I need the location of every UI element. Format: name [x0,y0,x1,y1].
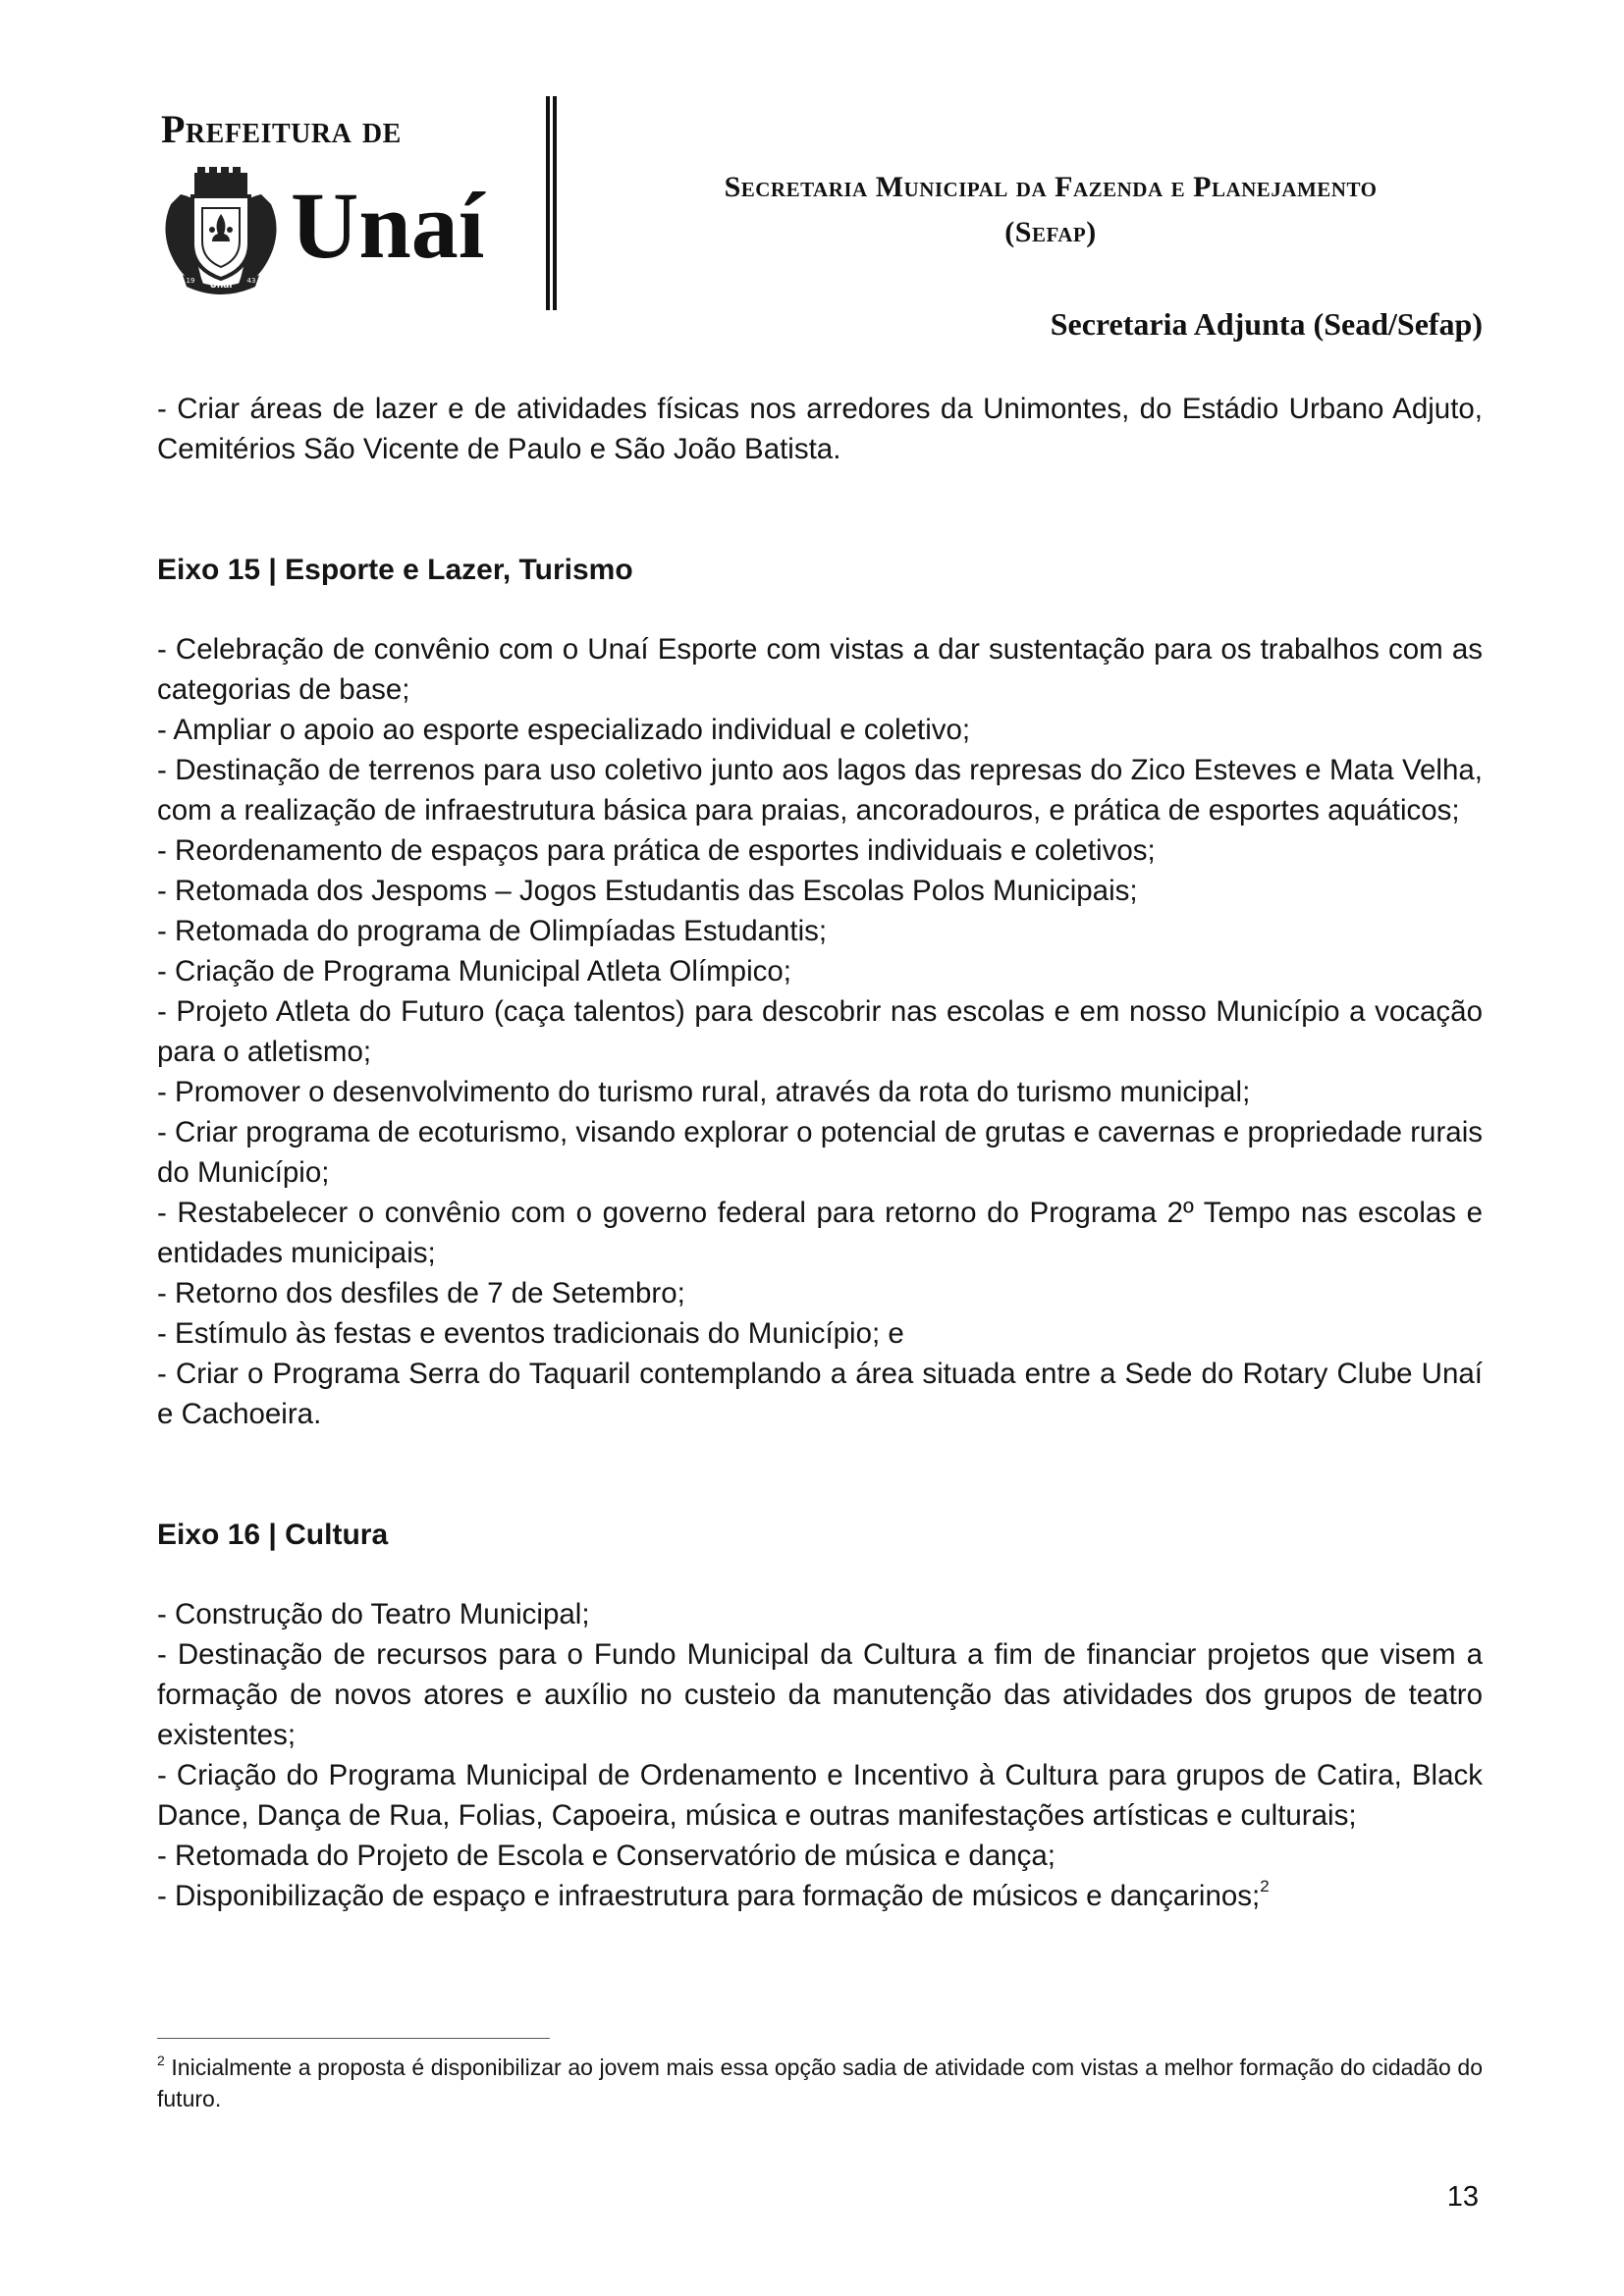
list-item: - Estímulo às festas e eventos tradicionais do Município; e [157,1317,904,1350]
crest-year-right: 43 [246,277,256,285]
list-item: - Criação de Programa Municipal Atleta Olímpico; [157,955,791,988]
list-item: - Retorno dos desfiles de 7 de Setembro; [157,1277,685,1309]
list-item: - Retomada do Projeto de Escola e Conservatório de música e dança; [157,1840,1056,1872]
list-item: - Celebração de convênio com o Unaí Esporte com vistas a dar sustentação para os trabalhos com as categorias de base; [157,633,1483,706]
footnote [157,2052,1483,2114]
intro-item: - Criar áreas de lazer e de atividades físicas nos arredores da Unimontes, do Estádio Urbano Adjuto, Cemitérios São Vicente de Paulo e São João Batista. [157,393,1483,465]
list-item: - Destinação de terrenos para uso coletivo junto aos lagos das represas do Zico Esteves e Mata Velha, com a realização de infraestrutura básica para praias, ancoradouros, e prática de esportes aquáticos; [157,754,1483,827]
footnote-separator [157,2038,550,2039]
document-body [157,389,1483,1916]
secretaria-line2: (Sefap) [1004,216,1097,248]
list-item-with-footnote [157,1876,1483,1916]
header-divider [546,96,557,310]
section15-title: Eixo 15 | Esporte e Lazer, Turismo [157,554,633,586]
crest-ribbon-text: Unaí [209,281,233,291]
list-item: - Criar o Programa Serra do Taquaril contemplando a área situada entre a Sede do Rotary Clube Unaí e Cachoeira. [157,1358,1483,1430]
page-number: 13 [1446,2181,1479,2213]
crest-year-left: 19 [186,277,195,285]
footnote-number: 2 [157,2053,165,2068]
list-item: - Criar programa de ecoturismo, visando explorar o potencial de grutas e cavernas e propriedade rurais do Município; [157,1116,1483,1189]
logo-line1: Prefeitura de [161,107,402,151]
list-item: - Promover o desenvolvimento do turismo rural, através da rota do turismo municipal; [157,1076,1251,1108]
list-item: - Retomada do programa de Olimpíadas Estudantis; [157,915,828,947]
section16-title: Eixo 16 | Cultura [157,1519,389,1551]
logo-city-name: Unaí [291,173,485,278]
sub-secretaria: Secretaria Adjunta (Sead/Sefap) [1050,306,1483,342]
list-item-text: - Disponibilização de espaço e infraestrutura para formação de músicos e dançarinos; [157,1880,1261,1912]
list-item: - Projeto Atleta do Futuro (caça talentos) para descobrir nas escolas e em nosso Município a vocação para o atletismo; [157,995,1483,1068]
list-item: - Reordenamento de espaços para prática de esportes individuais e coletivos; [157,834,1156,867]
list-item: - Retomada dos Jespoms – Jogos Estudantis das Escolas Polos Municipais; [157,875,1138,907]
logo-title [161,106,402,152]
list-item: - Criação do Programa Municipal de Ordenamento e Incentivo à Cultura para grupos de Catira, Black Dance, Dança de Rua, Folias, Capoeira, música e outras manifestações artísticas e culturais; [157,1759,1483,1832]
list-item: - Restabelecer o convênio com o governo federal para retorno do Programa 2º Tempo nas escolas e entidades municipais; [157,1197,1483,1269]
prefeitura-logo [157,106,511,302]
footnote-text: Inicialmente a proposta é disponibilizar ao jovem mais essa opção sadia de atividade com vistas a melhor formação do cidadão do futuro. [157,2055,1483,2111]
list-item: - Ampliar o apoio ao esporte especializado individual e coletivo; [157,714,971,746]
list-item: - Destinação de recursos para o Fundo Municipal da Cultura a fim de financiar projetos que visem a formação de novos atores e auxílio no custeio da manutenção das atividades dos grupos de teatro existentes; [157,1638,1483,1751]
secretaria-line1: Secretaria Municipal da Fazenda e Planejamento [724,171,1378,203]
footnote-reference[interactable]: 2 [1260,1877,1270,1896]
list-item: - Construção do Teatro Municipal; [157,1598,590,1630]
secretaria-title [569,165,1532,255]
coat-of-arms-icon [157,165,285,294]
